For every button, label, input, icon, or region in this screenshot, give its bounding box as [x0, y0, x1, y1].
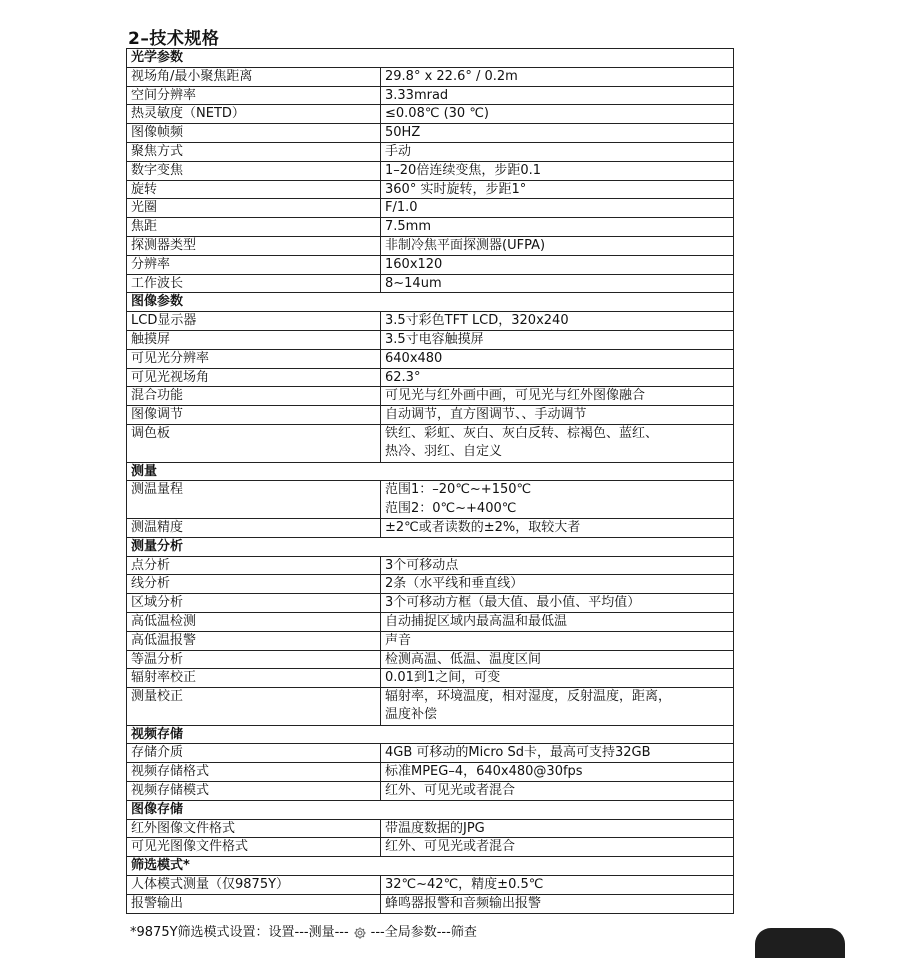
spec-label: 视频存储格式: [127, 763, 381, 781]
table-row: [127, 519, 733, 538]
table-row: [127, 782, 733, 801]
table-row: [127, 181, 733, 200]
table-row: [127, 256, 733, 275]
spec-label: 测量校正: [127, 688, 381, 725]
spec-label: 人体模式测量（仅9875Y）: [127, 876, 381, 894]
table-row: [127, 218, 733, 237]
table-row: [127, 237, 733, 256]
spec-label: 工作波长: [127, 275, 381, 293]
table-row: [127, 275, 733, 294]
spec-value: 160x120: [385, 256, 443, 272]
spec-value: F/1.0: [385, 200, 418, 216]
spec-label: 视场角/最小聚焦距离: [127, 68, 381, 86]
spec-value: 标准MPEG–4，640x480@30fps: [385, 764, 583, 780]
spec-label: 可见光分辨率: [127, 350, 381, 368]
spec-value: 2条（水平线和垂直线）: [385, 576, 524, 592]
spec-label: 红外图像文件格式: [127, 820, 381, 838]
spec-value: 红外、可见光或者混合: [385, 839, 516, 855]
table-row: [127, 895, 733, 914]
spec-label: 光圈: [127, 199, 381, 217]
table-row: [127, 575, 733, 594]
spec-label: 可见光视场角: [127, 369, 381, 387]
footnote: [130, 925, 477, 941]
table-row: [127, 876, 733, 895]
table-row: [127, 105, 733, 124]
table-row: [127, 651, 733, 670]
section-heading: 测量: [127, 463, 733, 482]
spec-label: 辐射率校正: [127, 669, 381, 687]
spec-value: 自动捕捉区域内最高温和最低温: [385, 613, 568, 629]
spec-label: 高低温报警: [127, 632, 381, 650]
table-row: [127, 557, 733, 576]
spec-value: 辐射率，环境温度，相对湿度，反射温度，距离， 温度补偿: [385, 689, 672, 723]
spec-value: 32℃~42℃，精度±0.5℃: [385, 877, 544, 893]
table-row: [127, 820, 733, 839]
spec-value: 铁红、彩虹、灰白、灰白反转、棕褐色、蓝红、 热冷、羽红、自定义: [385, 425, 659, 460]
spec-value: 3.5寸电容触摸屏: [385, 331, 484, 347]
spec-label: 可见光图像文件格式: [127, 838, 381, 856]
spec-label: 视频存储模式: [127, 782, 381, 800]
spec-value: ±2℃或者读数的±2%，取较大者: [385, 519, 581, 535]
table-row: [127, 613, 733, 632]
table-row: [127, 124, 733, 143]
table-row: [127, 688, 733, 726]
table-row: [127, 350, 733, 369]
table-row: [127, 406, 733, 425]
spec-value: 自动调节，直方图调节、、手动调节: [385, 407, 587, 423]
section-heading: 图像存储: [127, 801, 733, 820]
spec-value: 3个可移动方框（最大值、最小值、平均值）: [385, 595, 641, 611]
gear-icon: [353, 926, 367, 940]
spec-label: 热灵敏度（NETD）: [127, 105, 381, 123]
spec-label: 空间分辨率: [127, 87, 381, 105]
section-heading: 光学参数: [127, 49, 733, 68]
spec-label: 调色板: [127, 425, 381, 462]
section-heading: 图像参数: [127, 293, 733, 312]
table-row: [127, 87, 733, 106]
table-row: [127, 199, 733, 218]
table-row: [127, 331, 733, 350]
spec-label: 分辨率: [127, 256, 381, 274]
spec-label: 焦距: [127, 218, 381, 236]
table-row: [127, 594, 733, 613]
table-row: [127, 312, 733, 331]
spec-label: 测温精度: [127, 519, 381, 537]
spec-value: 非制冷焦平面探测器(UFPA): [385, 237, 546, 253]
spec-value: 可见光与红外画中画，可见光与红外图像融合: [385, 388, 646, 404]
spec-value: 红外、可见光或者混合: [385, 783, 516, 799]
spec-value: 范围1：–20℃~+150℃ 范围2：0℃~+400℃: [385, 482, 532, 516]
spec-label: 测温量程: [127, 481, 381, 518]
section-heading: 视频存储: [127, 726, 733, 745]
spec-label: 线分析: [127, 575, 381, 593]
table-row: [127, 481, 733, 519]
spec-label: 报警输出: [127, 895, 381, 913]
corner-tab: [755, 928, 845, 958]
spec-value: 3.33mrad: [385, 87, 449, 103]
section-heading: 测量分析: [127, 538, 733, 557]
spec-value: 检测高温、低温、温度区间: [385, 651, 542, 667]
spec-label: 高低温检测: [127, 613, 381, 631]
spec-value: 蜂鸣器报警和音频输出报警: [385, 895, 542, 911]
spec-value: 50HZ: [385, 125, 421, 141]
spec-label: 区域分析: [127, 594, 381, 612]
spec-value: 0.01到1之间，可变: [385, 670, 501, 686]
spec-value: 带温度数据的JPG: [385, 820, 485, 836]
spec-label: 图像调节: [127, 406, 381, 424]
spec-value: 640x480: [385, 350, 443, 366]
section-heading: 筛选模式*: [127, 857, 733, 876]
footnote-text-after: ---全局参数---筛查: [370, 925, 477, 940]
spec-label: 图像帧频: [127, 124, 381, 142]
page-title: 2–技术规格: [128, 29, 220, 49]
spec-value: 29.8° x 22.6° / 0.2m: [385, 68, 518, 84]
table-row: [127, 387, 733, 406]
table-row: [127, 425, 733, 463]
table-row: [127, 143, 733, 162]
spec-label: 存储介质: [127, 744, 381, 762]
spec-label: 点分析: [127, 557, 381, 575]
table-row: [127, 763, 733, 782]
table-row: [127, 68, 733, 87]
spec-value: ≤0.08℃ (30 ℃): [385, 106, 489, 122]
table-row: [127, 632, 733, 651]
spec-value: 62.3°: [385, 369, 421, 385]
spec-label: LCD显示器: [127, 312, 381, 330]
spec-value: 1–20倍连续变焦，步距0.1: [385, 162, 541, 178]
spec-value: 3.5寸彩色TFT LCD，320x240: [385, 313, 569, 329]
spec-label: 探测器类型: [127, 237, 381, 255]
spec-table: [126, 48, 734, 914]
spec-value: 3个可移动点: [385, 557, 459, 573]
table-row: [127, 669, 733, 688]
spec-label: 触摸屏: [127, 331, 381, 349]
spec-label: 聚焦方式: [127, 143, 381, 161]
spec-value: 360° 实时旋转，步距1°: [385, 181, 527, 197]
footnote-text-before: *9875Y筛选模式设置：设置---测量---: [130, 925, 349, 940]
spec-value: 8~14um: [385, 275, 442, 291]
spec-value: 手动: [385, 143, 412, 159]
spec-value: 7.5mm: [385, 219, 432, 235]
table-row: [127, 744, 733, 763]
spec-label: 混合功能: [127, 387, 381, 405]
table-row: [127, 369, 733, 388]
table-row: [127, 162, 733, 181]
spec-value: 4GB 可移动的Micro Sd卡，最高可支持32GB: [385, 745, 651, 761]
spec-value: 声音: [385, 632, 412, 648]
table-row: [127, 838, 733, 857]
spec-label: 旋转: [127, 181, 381, 199]
spec-label: 数字变焦: [127, 162, 381, 180]
spec-label: 等温分析: [127, 651, 381, 669]
